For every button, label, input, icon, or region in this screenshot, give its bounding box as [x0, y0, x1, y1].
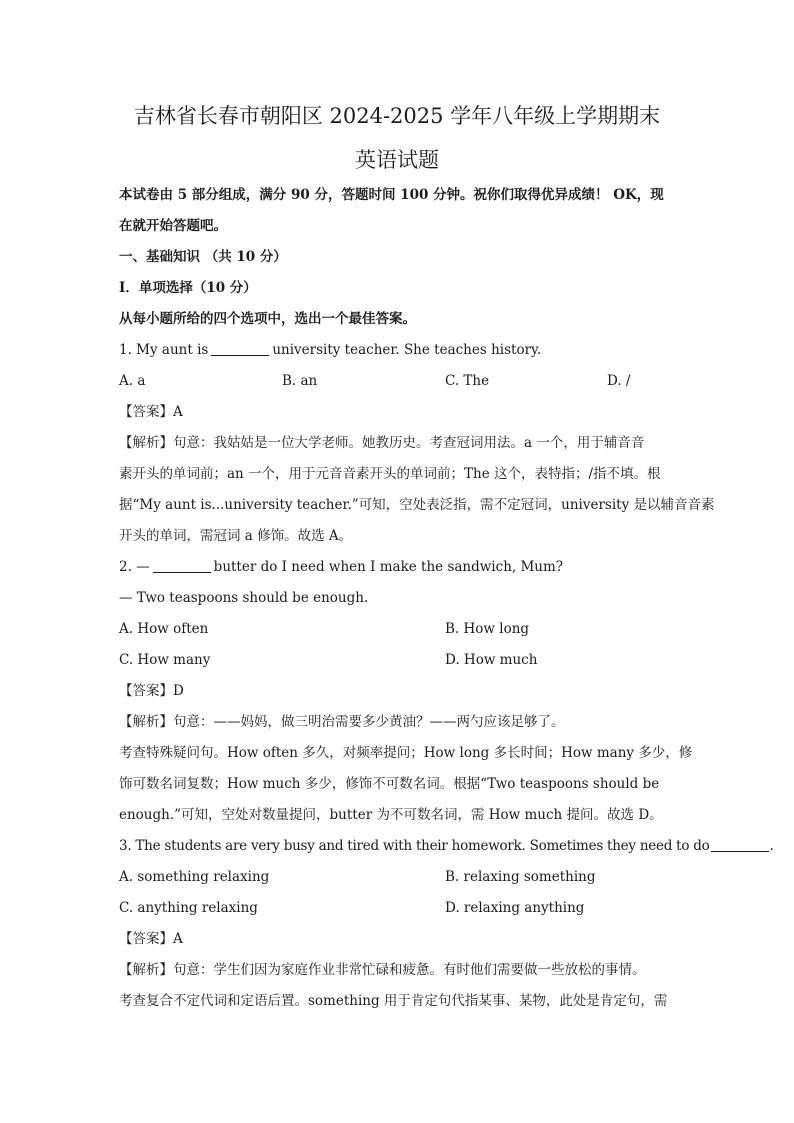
answer-blank	[153, 558, 211, 573]
question-1-stem: 1. My aunt is university teacher. She teaches history.	[119, 342, 542, 358]
question-2-analysis-line: 【解析】句意：——妈妈，做三明治需要多少黄油？——两勺应该足够了。	[119, 714, 565, 730]
question-3-analysis-line: 【解析】句意：学生们因为家庭作业非常忙碌和疲惫。有时他们需要做一些放松的事情。	[119, 962, 646, 978]
document-subtitle: 英语试题	[355, 148, 439, 172]
question-1-analysis-line: 据“My aunt is...university teacher.”可知，空处表泛指，需不定冠词，university 是以辅音音素	[119, 497, 715, 513]
option-c: C. How many	[119, 652, 211, 668]
question-3-answer: 【答案】A	[119, 931, 183, 947]
question-3-stem: 3. The students are very busy and tired with their homework. Sometimes they need to do .	[119, 838, 774, 854]
document-body	[119, 180, 774, 1017]
option-c: C. anything relaxing	[119, 900, 258, 916]
option-a: A. a	[119, 373, 146, 389]
question-2-stem-reply: — Two teaspoons should be enough.	[119, 590, 369, 606]
question-3-options-row-2	[119, 893, 679, 924]
option-d: D. relaxing anything	[445, 900, 585, 916]
question-2-analysis-line: 饰可数名词复数；How much 多少，修饰不可数名词。根据“Two teaspoons should be	[119, 776, 660, 792]
question-3-options-row-1	[119, 862, 679, 893]
answer-blank	[211, 341, 269, 356]
section-sub-heading: Ⅰ．单项选择（10 分）	[119, 280, 257, 296]
question-1-analysis-line: 素开头的单词前；an 一个，用于元音音素开头的单词前；The 这个，表特指；/指不填。根	[119, 466, 661, 482]
question-2-analysis-line: 考查特殊疑问句。How often 多久，对频率提问；How long 多长时间；How many 多少，修	[119, 745, 693, 761]
question-3-analysis-line: 考查复合不定代词和定语后置。something 用于肯定句代指某事、某物，此处是肯定句，需	[119, 993, 668, 1009]
option-d: D. /	[607, 373, 631, 389]
question-1-options	[119, 366, 679, 397]
option-a: A. How often	[119, 621, 209, 637]
question-1-analysis-line: 开头的单词，需冠词 a 修饰。故选 A。	[119, 528, 353, 544]
question-2-stem: 2. — butter do I need when I make the sandwich, Mum?	[119, 559, 564, 575]
intro-line-2: 在就开始答题吧。	[119, 218, 227, 234]
option-b: B. relaxing something	[445, 869, 596, 885]
question-2-answer: 【答案】D	[119, 683, 184, 699]
question-1-analysis-line: 【解析】句意：我姑姑是一位大学老师。她教历史。考查冠词用法。a 一个，用于辅音音	[119, 435, 645, 451]
option-b: B. an	[282, 373, 318, 389]
answer-blank	[711, 837, 769, 852]
question-2-options-row-2	[119, 645, 679, 676]
option-b: B. How long	[445, 621, 530, 637]
option-a: A. something relaxing	[119, 869, 270, 885]
section-instruction: 从每小题所给的四个选项中，选出一个最佳答案。	[119, 311, 416, 327]
section-heading: 一、基础知识 （共 10 分）	[119, 249, 287, 265]
document-title: 吉林省长春市朝阳区 2024-2025 学年八年级上学期期末	[133, 104, 661, 128]
option-d: D. How much	[445, 652, 538, 668]
question-2-options-row-1	[119, 614, 679, 645]
intro-line-1: 本试卷由 5 部分组成，满分 90 分，答题时间 100 分钟。祝你们取得优异成绩！ OK，现	[119, 187, 664, 203]
question-1-answer: 【答案】A	[119, 404, 183, 420]
question-2-analysis-line: enough.”可知，空处对数量提问，butter 为不可数名词，需 How much 提问。故选 D。	[119, 807, 663, 823]
option-c: C. The	[445, 373, 490, 389]
